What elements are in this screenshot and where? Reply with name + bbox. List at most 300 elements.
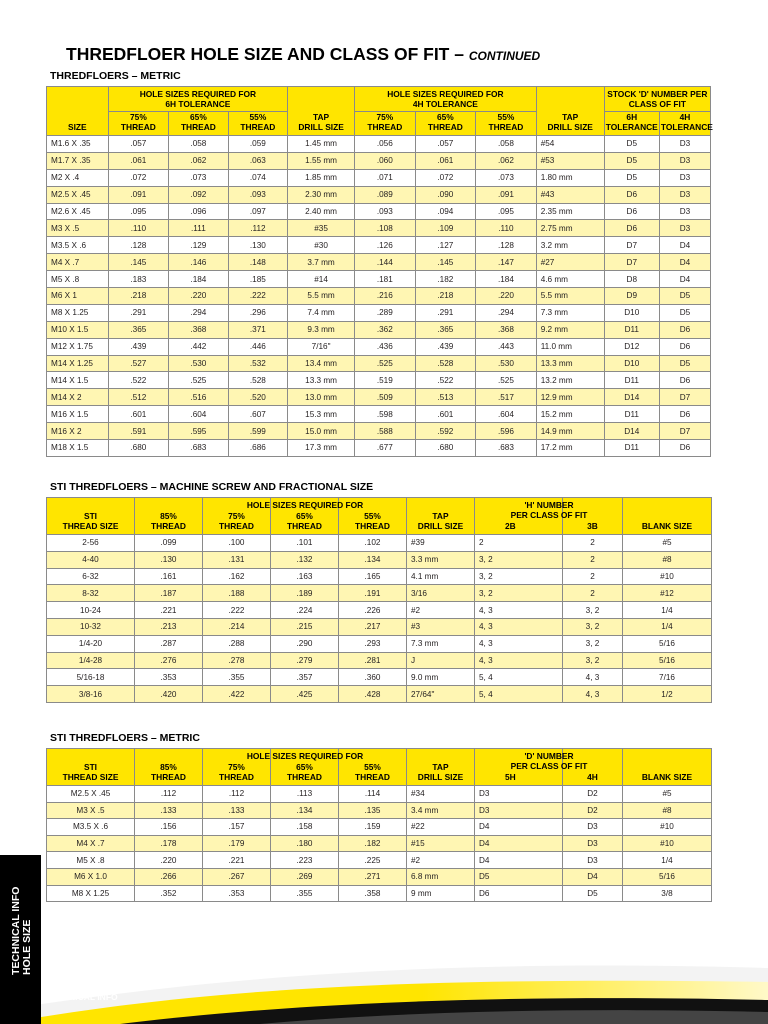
table-cell: D3 [563,835,623,852]
side-tab-line2: HOLE SIZE [20,919,33,975]
table-row [47,440,711,457]
table-cell: 5, 4 [475,669,563,686]
table-cell: M3 X .5 [47,220,109,237]
table-cell: D11 [604,321,659,338]
table-cell: D6 [475,885,563,902]
table-cell: .604 [169,406,228,423]
table-cell: .221 [203,852,271,869]
table-cell: .530 [169,355,228,372]
table-cell: .074 [228,169,287,186]
table-cell: #10 [623,819,712,836]
table-cell: .134 [339,551,407,568]
table-cell: D10 [604,355,659,372]
table-cell: #39 [407,535,475,552]
col-header-65: 65% THREAD [271,498,339,535]
table-cell: .365 [108,321,169,338]
table-cell: M10 X 1.5 [47,321,109,338]
col-header-75: HOLE SIZES REQUIRED FOR 75% THREAD [203,498,271,535]
table-cell: 9.2 mm [536,321,604,338]
table-row [47,802,712,819]
col-header-75: HOLE SIZES REQUIRED FOR 75% THREAD [203,749,271,786]
table-cell: D6 [659,440,710,457]
table-cell: D6 [604,186,659,203]
table-cell: #35 [288,220,355,237]
col-header-75: 75% THREAD [355,112,416,136]
table-cell: .368 [169,321,228,338]
table-cell: .425 [271,686,339,703]
col-group-4h: HOLE SIZES REQUIRED FOR 4H TOLERANCE [355,87,537,112]
table-cell: 12.9 mm [536,389,604,406]
table-cell: .112 [135,786,203,803]
table-cell: 1/4-20 [47,635,135,652]
table-cell: .278 [203,652,271,669]
page-number: 80 [46,975,60,989]
table-cell: .588 [355,423,416,440]
table-cell: 3, 2 [563,618,623,635]
table-cell: .062 [476,152,537,169]
table-cell: .215 [271,618,339,635]
table-cell: .601 [108,406,169,423]
table-cell: .060 [355,152,416,169]
table-cell: 5/16 [623,868,712,885]
side-tab-label [11,855,32,975]
table-cell: 3, 2 [563,602,623,619]
table-cell: .058 [169,136,228,153]
table-cell: 1.45 mm [288,136,355,153]
table-cell: 17.2 mm [536,440,604,457]
table-cell: M5 X .8 [47,852,135,869]
table-row [47,321,711,338]
table-row [47,338,711,355]
table-cell: .128 [108,237,169,254]
table-row [47,406,711,423]
table-cell: #2 [407,602,475,619]
table-row [47,819,712,836]
table-cell: .439 [108,338,169,355]
table-cell: M16 X 2 [47,423,109,440]
table-cell: .443 [476,338,537,355]
table-cell: .428 [339,686,407,703]
table-row [47,304,711,321]
table-cell: D3 [659,169,710,186]
table-cell: #10 [623,568,712,585]
table-cell: #2 [407,852,475,869]
table-cell: .516 [169,389,228,406]
table-cell: .293 [339,635,407,652]
table-cell: 9.3 mm [288,321,355,338]
table-cell: 3, 2 [563,652,623,669]
table-cell: D7 [604,237,659,254]
table-cell: D4 [475,835,563,852]
table-cell: 7.3 mm [407,635,475,652]
table-cell: .446 [228,338,287,355]
col-header-75: 75% THREAD [108,112,169,136]
table-cell: D5 [659,304,710,321]
table-cell: 5.5 mm [288,288,355,305]
col-group-d-number: 'D' NUMBER PER CLASS OF FIT [510,751,588,771]
table-cell: 7.4 mm [288,304,355,321]
table-cell: D3 [659,186,710,203]
table-cell: .128 [476,237,537,254]
table-cell: .057 [415,136,476,153]
table-cell: D3 [475,802,563,819]
page-title-continued: CONTINUED [468,49,541,63]
table-cell: .161 [135,568,203,585]
table-cell: D3 [563,852,623,869]
table-cell: .220 [169,288,228,305]
table-cell: 6-32 [47,568,135,585]
table-row [47,169,711,186]
table-cell: .220 [135,852,203,869]
table-cell: 4, 3 [475,635,563,652]
table-cell: 13.2 mm [536,372,604,389]
table-cell: .226 [339,602,407,619]
table-cell: M2.5 X .45 [47,186,109,203]
table-cell: 3, 2 [475,585,563,602]
table-cell: .132 [271,551,339,568]
table-cell: M5 X .8 [47,271,109,288]
table-cell: M2.6 X .45 [47,203,109,220]
col-header-65: 65% THREAD [415,112,476,136]
table-row [47,389,711,406]
table-cell: .218 [108,288,169,305]
table-cell: .213 [135,618,203,635]
table-cell: M1.6 X .35 [47,136,109,153]
table-cell: 15.0 mm [288,423,355,440]
col-header-5h: 'D' NUMBER PER CLASS OF FIT 5H [475,749,563,786]
table-cell: .095 [108,203,169,220]
table-cell: .680 [108,440,169,457]
table-cell: .113 [271,786,339,803]
col-header-tap: TAP DRILL SIZE [407,498,475,535]
table-cell: .114 [339,786,407,803]
col-header-85: 85% THREAD [135,749,203,786]
table-cell: M4 X .7 [47,835,135,852]
table-cell: .158 [271,819,339,836]
table-cell: .112 [228,220,287,237]
table-cell: D9 [604,288,659,305]
table-cell: .089 [355,186,416,203]
table-cell: .101 [271,535,339,552]
table-cell: M18 X 1.5 [47,440,109,457]
table-cell: M14 X 1.5 [47,372,109,389]
table-cell: .368 [476,321,537,338]
table-cell: .439 [415,338,476,355]
col-header-55: 55% THREAD [339,498,407,535]
table-cell: .100 [203,535,271,552]
table-cell: .130 [135,551,203,568]
table-cell: D11 [604,406,659,423]
table-cell: 27/64" [407,686,475,703]
table-cell: .522 [415,372,476,389]
col-header-size: SIZE [47,87,109,136]
table-cell: .604 [476,406,537,423]
table-cell: .191 [339,585,407,602]
table-cell: D4 [659,237,710,254]
table-cell: 5.5 mm [536,288,604,305]
table-cell: 5/16 [623,635,712,652]
table-cell: .146 [169,254,228,271]
table-cell: 1/4 [623,618,712,635]
table-cell: .222 [228,288,287,305]
table-cell: .266 [135,868,203,885]
col-header-4h-tol: 4H TOLERANCE [659,112,710,136]
col-header-tap-4h: TAP DRILL SIZE [536,87,604,136]
table-cell: 1/2 [623,686,712,703]
table-cell: D4 [659,271,710,288]
table-cell: .216 [355,288,416,305]
table-cell: 1/4 [623,852,712,869]
table-cell: .110 [108,220,169,237]
table-cell: .532 [228,355,287,372]
table-cell: .509 [355,389,416,406]
table-cell: .090 [415,186,476,203]
table-cell: .294 [169,304,228,321]
table-cell: .112 [203,786,271,803]
table-cell: .596 [476,423,537,440]
table-cell: .527 [108,355,169,372]
table-cell: D4 [475,852,563,869]
table-cell: 10-24 [47,602,135,619]
table-cell: D14 [604,423,659,440]
table-cell: .290 [271,635,339,652]
table-cell: .062 [169,152,228,169]
table-cell: .072 [415,169,476,186]
col-header-65: 65% THREAD [271,749,339,786]
table-cell: .187 [135,585,203,602]
table-cell: .130 [228,237,287,254]
table-cell: .355 [271,885,339,902]
table-cell: .178 [135,835,203,852]
table-cell: .420 [135,686,203,703]
table-cell: D12 [604,338,659,355]
table-cell: 2 [563,535,623,552]
table-cell: D6 [659,372,710,389]
table-cell: .371 [228,321,287,338]
table-cell: 4, 3 [475,618,563,635]
table-cell: 2 [563,585,623,602]
table-cell: D5 [659,288,710,305]
table-cell: D7 [659,423,710,440]
table-cell: .225 [339,852,407,869]
table-cell: .184 [476,271,537,288]
table-cell: .126 [355,237,416,254]
table-cell: .519 [355,372,416,389]
table-cell: 17.3 mm [288,440,355,457]
table-cell: .686 [228,440,287,457]
table-cell: .279 [271,652,339,669]
table-cell: .072 [108,169,169,186]
table-cell: .097 [228,203,287,220]
table-cell: .182 [339,835,407,852]
table-cell: 13.0 mm [288,389,355,406]
table-cell: #8 [623,551,712,568]
table-cell: .184 [169,271,228,288]
table-cell: .071 [355,169,416,186]
table-cell: D6 [604,220,659,237]
table-cell: D5 [563,885,623,902]
table-cell: 6.8 mm [407,868,475,885]
table-cell: .094 [415,203,476,220]
table-cell: .224 [271,602,339,619]
table-cell: 2.30 mm [288,186,355,203]
col-header-6h-tol: 6H TOLERANCE [604,112,659,136]
table-cell: .269 [271,868,339,885]
section-title-sti-fractional: STI THREDFLOERS – MACHINE SCREW AND FRACTIONAL SIZE [50,481,374,493]
table-cell: .093 [355,203,416,220]
table-cell: .683 [476,440,537,457]
table-cell: .181 [355,271,416,288]
table-cell: D4 [563,868,623,885]
table-cell: 10-32 [47,618,135,635]
table-cell: .677 [355,440,416,457]
side-tab-line1: TECHNICAL INFO [10,886,22,975]
sti-fractional-table [46,497,712,703]
table-row [47,852,712,869]
table-cell: 3.4 mm [407,802,475,819]
col-header-tap-6h: TAP DRILL SIZE [288,87,355,136]
table-cell: .145 [108,254,169,271]
table-cell: .525 [355,355,416,372]
table-cell: 2.75 mm [536,220,604,237]
table-row [47,669,712,686]
col-header-55: 55% THREAD [339,749,407,786]
table-cell: .189 [271,585,339,602]
table-cell: .360 [339,669,407,686]
table-cell: D7 [604,254,659,271]
table-cell: .599 [228,423,287,440]
table-cell: D5 [475,868,563,885]
table-cell: 13.3 mm [536,355,604,372]
table-cell: .607 [228,406,287,423]
table-cell: 9 mm [407,885,475,902]
col-header-55: 55% THREAD [228,112,287,136]
table-cell: .352 [135,885,203,902]
table-cell: .223 [271,852,339,869]
table-row [47,136,711,153]
table-cell: 3, 2 [563,635,623,652]
table-cell: 4.6 mm [536,271,604,288]
table-cell: D3 [659,152,710,169]
table-cell: .073 [169,169,228,186]
table-cell: .091 [476,186,537,203]
table-cell: 5, 4 [475,686,563,703]
table-cell: 4-40 [47,551,135,568]
table-cell: 3.3 mm [407,551,475,568]
table-cell: 5/16 [623,652,712,669]
table-cell: .111 [169,220,228,237]
col-group-stock: STOCK 'D' NUMBER PER CLASS OF FIT [604,87,710,112]
table-cell: .592 [415,423,476,440]
table-row [47,885,712,902]
table-cell: 1.55 mm [288,152,355,169]
table-cell: .188 [203,585,271,602]
table-cell: #14 [288,271,355,288]
table-cell: M1.7 X .35 [47,152,109,169]
col-header-4h: 4H [563,749,623,786]
table-cell: .358 [339,885,407,902]
table-cell: .159 [339,819,407,836]
table-row [47,568,712,585]
table-cell: M4 X .7 [47,254,109,271]
table-cell: .214 [203,618,271,635]
table-cell: 3.7 mm [288,254,355,271]
table-cell: 3/8 [623,885,712,902]
table-cell: M16 X 1.5 [47,406,109,423]
table-cell: M2 X .4 [47,169,109,186]
table-cell: D14 [604,389,659,406]
table-row [47,551,712,568]
table-cell: 15.3 mm [288,406,355,423]
table-cell: .528 [415,355,476,372]
table-cell: .276 [135,652,203,669]
table-row [47,271,711,288]
table-cell: 8-32 [47,585,135,602]
table-cell: .591 [108,423,169,440]
table-cell: D3 [475,786,563,803]
table-cell: M6 X 1.0 [47,868,135,885]
footer-section-label: TECHNICAL INFO [46,992,118,1002]
table-cell: .165 [339,568,407,585]
table-cell: .294 [476,304,537,321]
table-cell: M14 X 2 [47,389,109,406]
table-cell: D2 [563,786,623,803]
table-cell: .528 [228,372,287,389]
table-cell: #22 [407,819,475,836]
table-cell: D3 [659,220,710,237]
table-cell: D3 [659,203,710,220]
table-cell: 4, 3 [563,686,623,703]
table-cell: #5 [623,535,712,552]
table-cell: 4, 3 [475,602,563,619]
table-row [47,254,711,271]
page-title [66,44,540,65]
table-cell: #5 [623,786,712,803]
table-cell: M6 X 1 [47,288,109,305]
table-cell: 2 [563,551,623,568]
table-cell: 3/8-16 [47,686,135,703]
table-cell: .291 [108,304,169,321]
table-cell: 3/16 [407,585,475,602]
table-cell: .291 [415,304,476,321]
table-row [47,152,711,169]
table-cell: M12 X 1.75 [47,338,109,355]
table-row [47,635,712,652]
table-cell: D5 [659,355,710,372]
table-cell: 7/16" [288,338,355,355]
table-cell: D6 [659,406,710,423]
table-cell: .093 [228,186,287,203]
table-cell: 9.0 mm [407,669,475,686]
table-cell: .134 [271,802,339,819]
table-cell: .147 [476,254,537,271]
table-cell: .271 [339,868,407,885]
table-cell: .131 [203,551,271,568]
table-cell: 1/4-28 [47,652,135,669]
table-cell: .598 [355,406,416,423]
table-cell: M14 X 1.25 [47,355,109,372]
table-cell: .179 [203,835,271,852]
table-cell: .148 [228,254,287,271]
table-cell: 2 [475,535,563,552]
table-cell: #3 [407,618,475,635]
table-cell: M3 X .5 [47,802,135,819]
col-header-55: 55% THREAD [476,112,537,136]
table-row [47,868,712,885]
table-cell: .436 [355,338,416,355]
table-cell: 2 [563,568,623,585]
table-cell: .522 [108,372,169,389]
